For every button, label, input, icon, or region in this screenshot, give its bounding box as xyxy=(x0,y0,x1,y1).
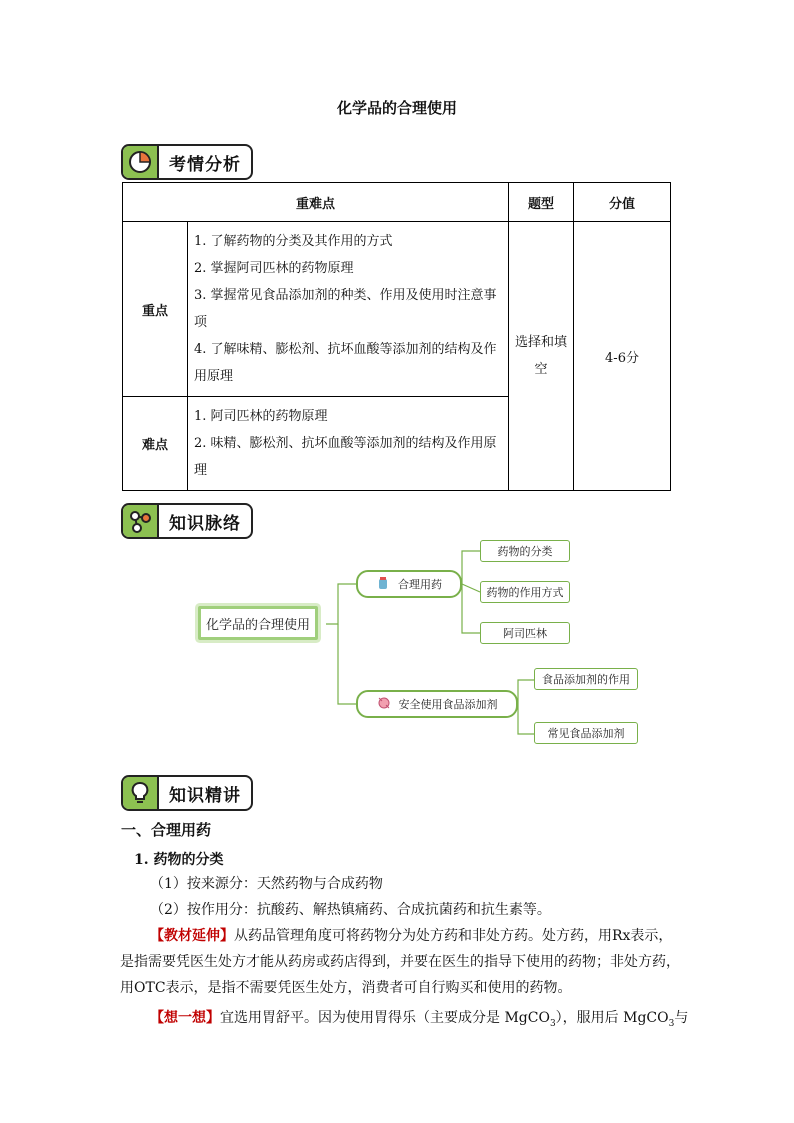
text: 与 xyxy=(674,1010,689,1026)
lightbulb-icon xyxy=(123,777,159,809)
mindmap-branch-medicine xyxy=(356,570,462,598)
mindmap-leaf: 阿司匹林 xyxy=(480,622,570,644)
mindmap-leaf: 药物的分类 xyxy=(480,540,570,562)
text: ），服用后 MgCO xyxy=(555,1010,669,1026)
row-label-hard: 难点 xyxy=(123,397,188,491)
section-label: 考情分析 xyxy=(169,154,241,175)
score-cell: 4-6分 xyxy=(574,222,671,491)
molecule-icon xyxy=(123,505,159,537)
text: 从药品管理角度可将药物分为处方药和非处方药。处方药，用Rx表示， xyxy=(234,928,673,944)
list-item: 3. 掌握常见食品添加剂的种类、作用及使用时注意事项 xyxy=(194,288,497,330)
section-header-lecture xyxy=(121,775,253,811)
col-header-score: 分值 xyxy=(574,183,671,222)
list-item: 2. 味精、膨松剂、抗坏血酸等添加剂的结构及作用原理 xyxy=(194,436,497,478)
col-header-type: 题型 xyxy=(509,183,574,222)
mindmap-root: 化学品的合理使用 xyxy=(198,606,318,640)
heading-rational-medication: 一、合理用药 xyxy=(121,821,212,839)
mindmap-leaf: 药物的作用方式 xyxy=(480,581,570,603)
paragraph-by-source: （1）按来源分：天然药物与合成药物 xyxy=(150,876,383,892)
list-item: 1. 阿司匹林的药物原理 xyxy=(194,409,328,424)
paragraph-extension-line2: 是指需要凭医生处方才能从药房或药店得到，并要在医生的指导下使用的药物；非处方药， xyxy=(120,954,680,970)
paragraph-by-function: （2）按作用分：抗酸药、解热镇痛药、合成抗菌药和抗生素等。 xyxy=(150,902,551,918)
think-tag: 【想一想】 xyxy=(150,1010,220,1026)
page-title: 化学品的合理使用 xyxy=(336,99,457,117)
text: 宜选用胃舒平。因为使用胃得乐（主要成分是 MgCO xyxy=(220,1010,550,1026)
col-header-focus: 重难点 xyxy=(123,183,509,222)
section-label: 知识精讲 xyxy=(169,785,241,806)
hard-points-cell xyxy=(188,397,509,491)
subscript: 3 xyxy=(549,1018,556,1029)
paragraph-extension-line1 xyxy=(150,923,672,949)
section-label: 知识脉络 xyxy=(169,513,241,534)
list-item: 2. 掌握阿司匹林的药物原理 xyxy=(194,261,354,276)
mindmap-leaf: 常见食品添加剂 xyxy=(534,722,638,744)
heading-drug-classification: 1. 药物的分类 xyxy=(134,852,224,868)
mindmap-leaf: 食品添加剂的作用 xyxy=(534,668,638,690)
list-item: 1. 了解药物的分类及其作用的方式 xyxy=(194,234,393,249)
extension-tag: 【教材延伸】 xyxy=(150,928,234,944)
question-type-cell: 选择和填空 xyxy=(509,222,574,491)
section-header-analysis xyxy=(121,144,253,180)
branch-label: 合理用药 xyxy=(398,578,442,591)
branch-label: 安全使用食品添加剂 xyxy=(398,698,498,711)
paragraph-extension-line3: 用OTC表示，是指不需要凭医生处方，消费者可自行购买和使用的药物。 xyxy=(120,980,572,996)
pie-chart-icon xyxy=(123,146,159,178)
candy-icon xyxy=(377,696,391,713)
knowledge-mindmap xyxy=(190,538,650,748)
key-points-cell xyxy=(188,222,509,397)
list-item: 4. 了解味精、膨松剂、抗坏血酸等添加剂的结构及作用原理 xyxy=(194,342,497,384)
row-label-key: 重点 xyxy=(123,222,188,397)
mindmap-branch-food-additives xyxy=(356,690,518,718)
subscript: 3 xyxy=(668,1018,675,1029)
paragraph-think xyxy=(150,1005,688,1037)
exam-analysis-table xyxy=(122,182,671,491)
pill-bottle-icon xyxy=(376,576,390,593)
section-header-structure xyxy=(121,503,253,539)
